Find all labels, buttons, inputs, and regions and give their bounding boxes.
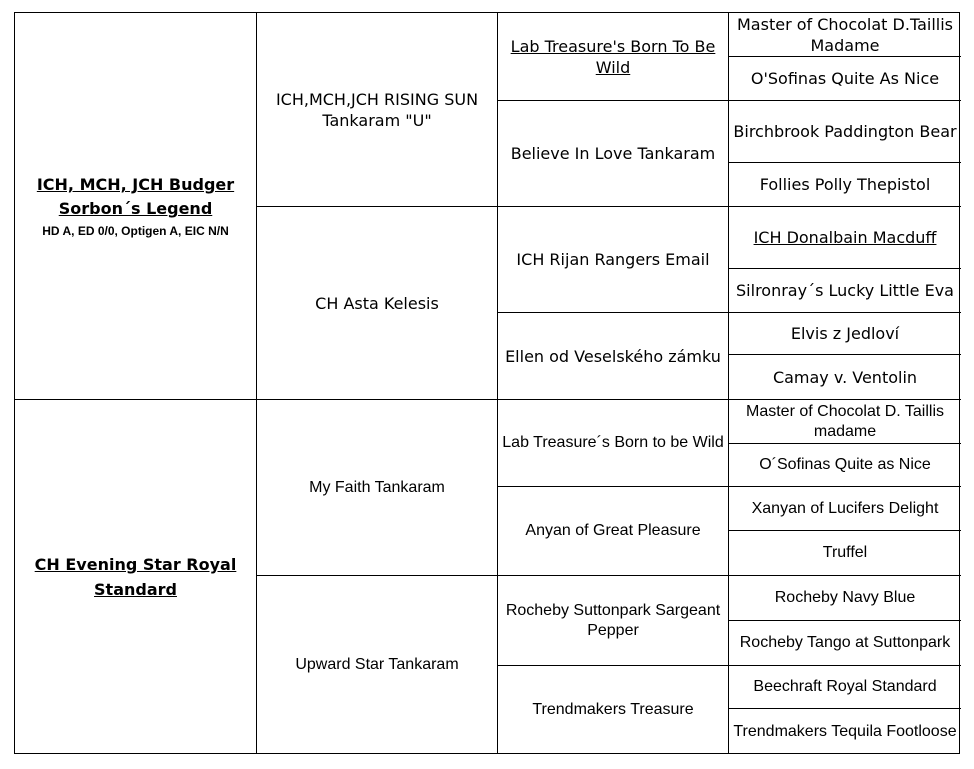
ddd-name: Trendmakers Treasure [498,666,729,754]
dsds-name: Xanyan of Lucifers Delight [729,487,961,531]
sss-cell [498,13,729,101]
dddd-name: Trendmakers Tequila Footloose [733,722,957,740]
ssss-name: Master of Chocolat D.Taillis Madame [729,13,961,57]
dam-name[interactable]: CH Evening Star Royal Standard [34,555,237,599]
ssds-name: Birchbrook Paddington Bear [729,101,961,163]
dss-name: Lab Treasure´s Born to be Wild [498,400,729,487]
sire-name[interactable]: ICH, MCH, JCH Budger Sorbon´s Legend [36,175,235,218]
dsd-name: Anyan of Great Pleasure [498,487,729,576]
sdsd-name: Silronray´s Lucky Little Eva [729,269,961,313]
sire-sire-name: ICH,MCH,JCH RISING SUN Tankaram "U" [257,13,498,207]
sssd-name: O'Sofinas Quite As Nice [729,57,961,101]
ddds-name: Beechraft Royal Standard [729,666,961,709]
sdss-cell [729,207,961,269]
sss-name[interactable]: Lab Treasure's Born To Be Wild [510,36,716,77]
sdss-name[interactable]: ICH Donalbain Macduff [753,228,937,247]
dssd-name: O´Sofinas Quite as Nice [729,444,961,487]
dam-dam-name: Upward Star Tankaram [257,576,498,754]
ddsd-name: Rocheby Tango at Suttonpark [729,621,961,666]
sdds-name: Elvis z Jedloví [729,313,961,355]
sdd-name: Ellen od Veselského zámku [498,313,729,400]
sds-name: ICH Rijan Rangers Email [498,207,729,313]
sire-cell [15,13,257,400]
pedigree-table [14,12,960,754]
dds-name: Rocheby Suttonpark Sargeant Pepper [498,576,729,666]
ddss-name: Rocheby Navy Blue [729,576,961,621]
ssd-name: Believe In Love Tankaram [498,101,729,207]
dsdd-name: Truffel [729,531,961,576]
sire-dam-name: CH Asta Kelesis [257,207,498,400]
dam-sire-name: My Faith Tankaram [257,400,498,576]
sire-health-results: HD A, ED 0/0, Optigen A, EIC N/N [42,224,229,238]
ssdd-name: Follies Polly Thepistol [729,163,961,207]
sddd-name: Camay v. Ventolin [729,355,961,400]
dam-cell [15,400,257,754]
dsss-name: Master of Chocolat D. Taillis madame [729,400,961,444]
